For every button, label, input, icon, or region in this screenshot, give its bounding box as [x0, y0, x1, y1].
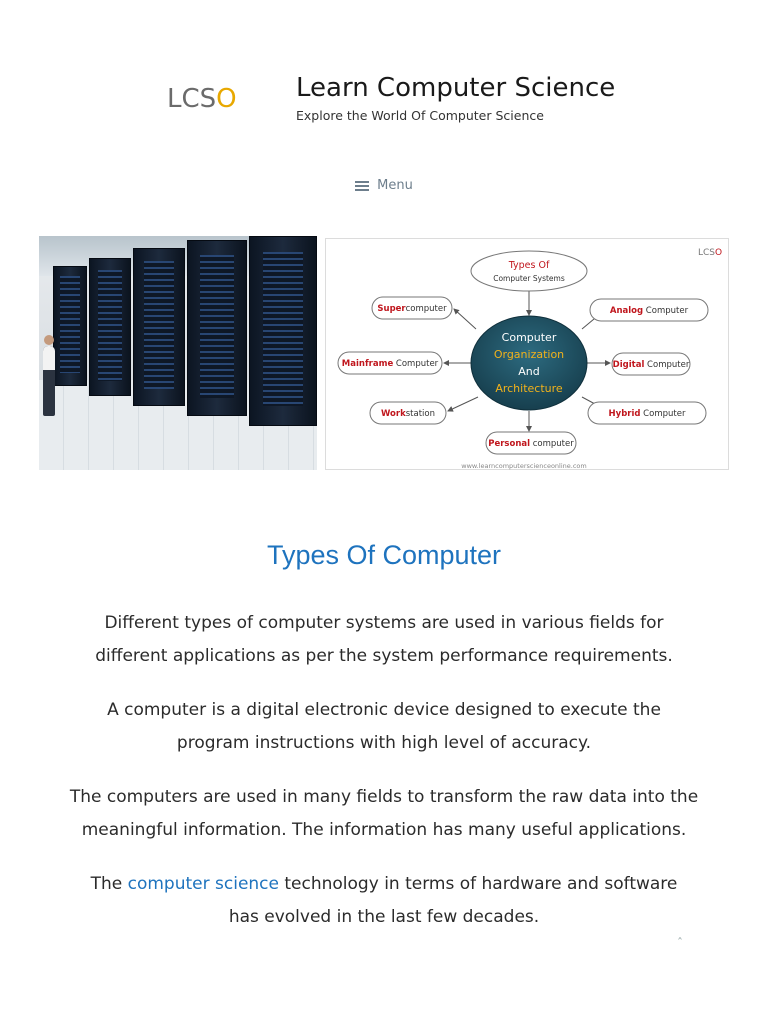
supercomputer-photo [39, 236, 317, 470]
page-title: Types Of Computer [266, 540, 502, 570]
menu-label: Menu [377, 178, 413, 193]
paragraph-3: The computers are used in many fields to transform the raw data into the meaningful information. The information has many useful applications. [69, 787, 699, 840]
svg-text:Analog Computer: Analog Computer [609, 306, 689, 316]
svg-text:Hybrid Computer: Hybrid Computer [608, 409, 686, 419]
site-header [0, 70, 768, 140]
svg-text:Digital Computer: Digital Computer [612, 360, 690, 370]
svg-text:Supercomputer: Supercomputer [377, 304, 447, 314]
diagram-node-top [471, 251, 587, 291]
logo-main: LCS [167, 84, 217, 114]
svg-text:Architecture: Architecture [495, 382, 563, 395]
svg-text:And: And [518, 365, 540, 378]
hero-banner [39, 236, 729, 470]
svg-text:Organization: Organization [493, 348, 565, 361]
site-tagline: Explore the World Of Computer Science [296, 108, 544, 123]
diagram-footer-url: www.learncomputerscienceonline.com [461, 462, 587, 470]
site-title[interactable]: Learn Computer Science [296, 73, 616, 103]
svg-text:Personal computer: Personal computer [488, 439, 574, 449]
logo-accent: O [216, 84, 237, 114]
back-to-top-icon[interactable]: ˆ [677, 936, 683, 950]
svg-text:Computer: Computer [501, 331, 557, 344]
computer-science-link[interactable]: computer science [127, 874, 279, 894]
menu-toggle[interactable] [0, 178, 768, 193]
site-logo[interactable] [167, 84, 237, 114]
diagram-corner-logo: LCSO [698, 248, 723, 258]
svg-text:Computer Systems: Computer Systems [493, 274, 565, 283]
diagram-svg [326, 239, 730, 471]
paragraph-1: Different types of computer systems are used in various fields for different applications as per the system performance requirements. [95, 613, 673, 666]
svg-text:Mainframe Computer: Mainframe Computer [341, 359, 439, 369]
computer-types-diagram [325, 238, 729, 470]
article-content [40, 540, 728, 955]
hamburger-icon [355, 181, 369, 191]
paragraph-4: The computer science technology in terms of hardware and software has evolved in the last few decades. [90, 874, 678, 927]
svg-text:Workstation: Workstation [380, 409, 436, 419]
paragraph-2: A computer is a digital electronic device designed to execute the program instructions with high level of accuracy. [107, 700, 661, 753]
person-figure [43, 346, 55, 416]
svg-text:Types Of: Types Of [508, 260, 550, 271]
